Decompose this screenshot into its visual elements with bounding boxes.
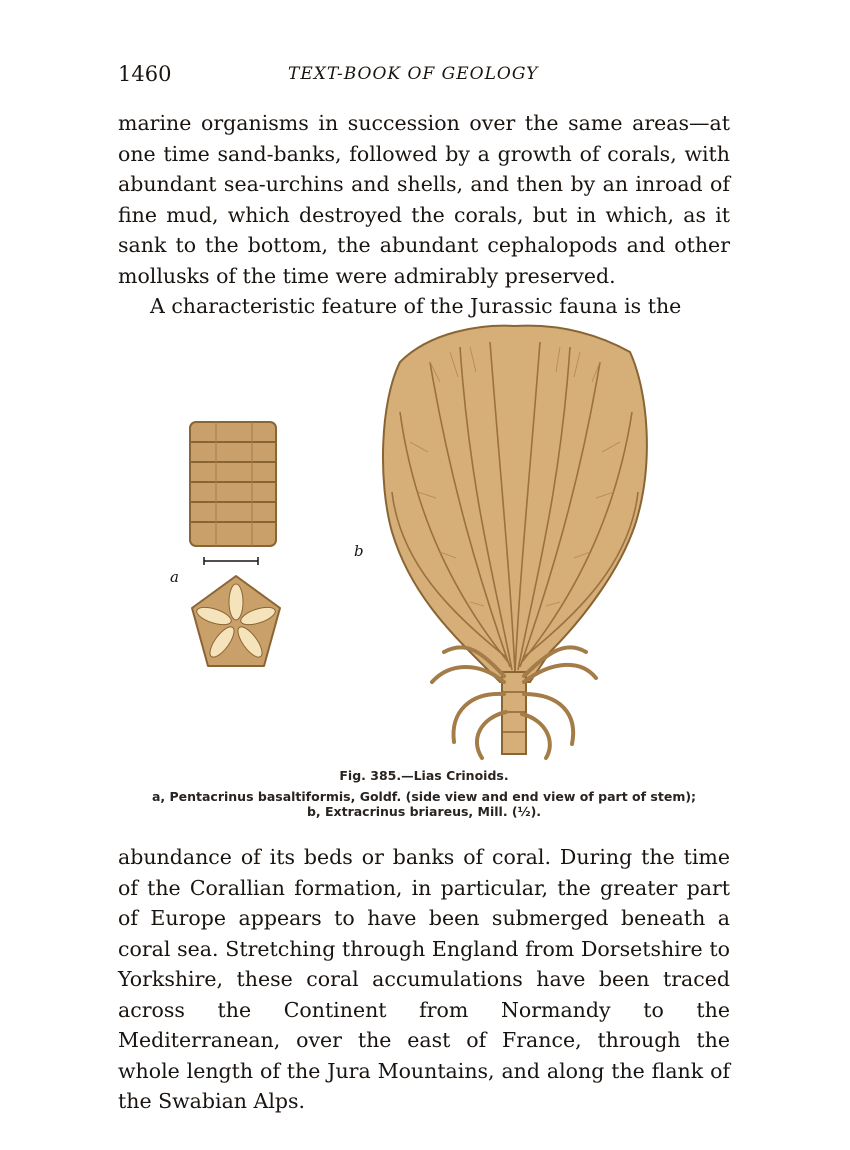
figure-label-a: a bbox=[170, 568, 179, 586]
body-text-bottom bbox=[118, 842, 730, 1117]
body-text-top bbox=[118, 108, 730, 322]
caption-line: a, Pentacrinus basaltiformis, Goldf. (side view and end view of part of stem); bbox=[151, 789, 697, 804]
caption-title: Fig. 385.—Lias Crinoids. bbox=[339, 768, 509, 783]
crinoid-crown-illustration bbox=[370, 322, 660, 762]
figure-label-b: b bbox=[354, 542, 364, 560]
crinoid-figure bbox=[150, 322, 670, 762]
stem-side-view-illustration bbox=[186, 418, 286, 558]
paragraph: marine organisms in succession over the same areas—at one time sand-banks, followed by a growth of corals, with abundant sea-urchins and shells, and then by an inroad of fine mud, which destroyed the corals, but in which, as it sank to the bottom, the abundant cephalopods and other mollusks of the time were admirably preserved. bbox=[118, 111, 730, 288]
stem-end-view-illustration bbox=[186, 572, 286, 672]
paragraph: abundance of its beds or banks of coral. During the time of the Corallian formation, in particular, the greater part of Europe appears to have been submerged beneath a coral sea. Stretching through England from Dorsetshire to Yorkshire, these coral accumulations have been traced across the Continent from Normandy to the Mediterranean, over the east of France, through the whole length of the Jura Mountains, and along the flank of the Swabian Alps. bbox=[118, 845, 730, 1113]
page-number: 1460 bbox=[118, 62, 172, 86]
page-header bbox=[118, 62, 730, 92]
running-head: TEXT-BOOK OF GEOLOGY bbox=[288, 64, 539, 84]
paragraph: A characteristic feature of the Jurassic fauna is the bbox=[150, 294, 682, 318]
figure-caption bbox=[118, 768, 730, 819]
caption-line: b, Extracrinus briareus, Mill. (½). bbox=[306, 804, 542, 819]
scale-bar-illustration bbox=[202, 556, 262, 566]
